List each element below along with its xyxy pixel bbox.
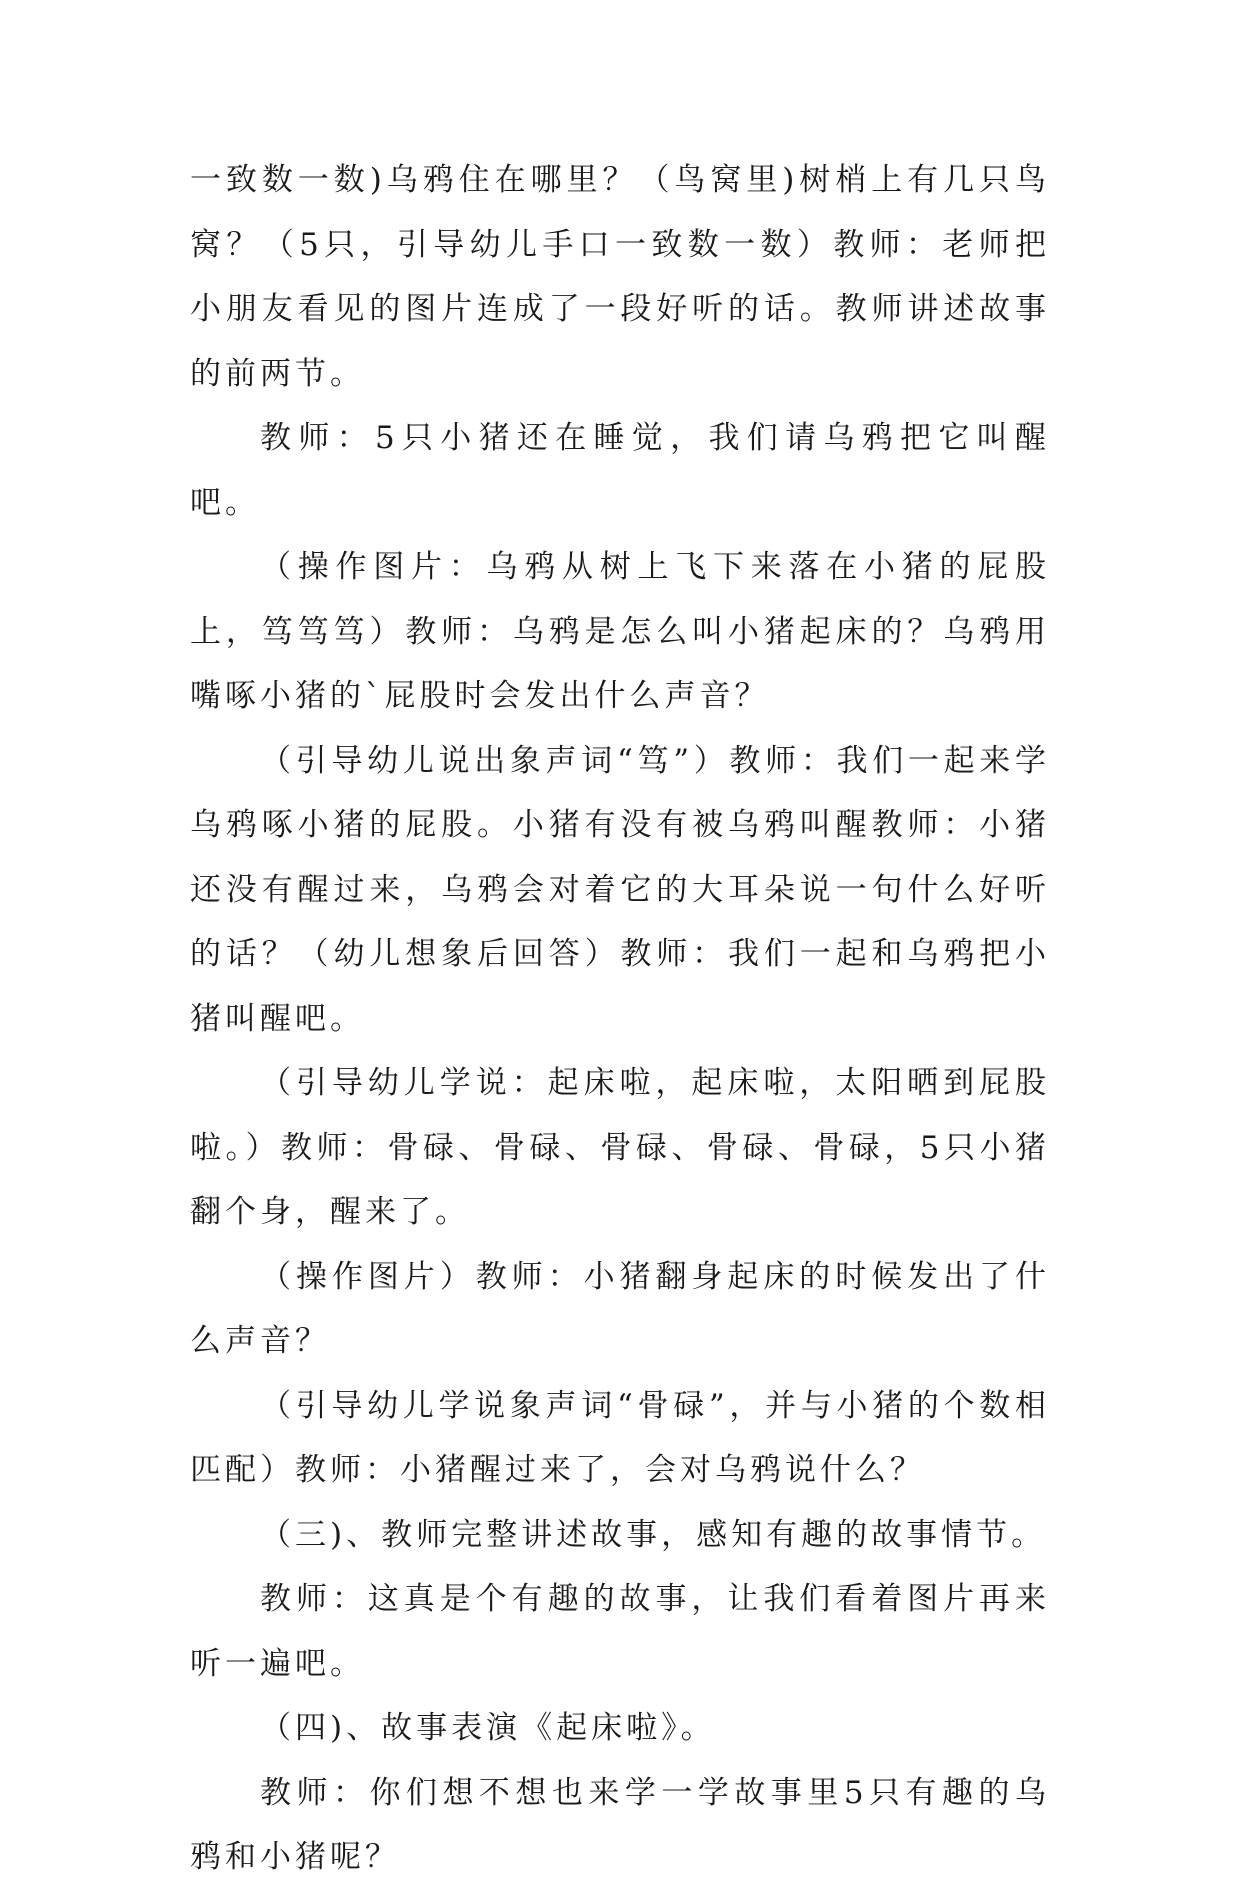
paragraph-4: （引导幼儿说出象声词“笃”）教师：我们一起来学乌鸦啄小猪的屁股。小猪有没有被乌鸦叫醒教师：小猪还没有醒过来，乌鸦会对着它的大耳朵说一句什么好听的话？（幼儿想象后回答）教师：我们一起和乌鸦把小猪叫醒吧。 [190, 742, 1050, 1037]
paragraph-1: 一致数一数)乌鸦住在哪里？（鸟窝里)树梢上有几只鸟窝？（5只，引导幼儿手口一致数一数）教师：老师把小朋友看见的图片连成了一段好听的话。教师讲述故事的前两节。 [190, 162, 1050, 392]
paragraph-5: （引导幼儿学说：起床啦，起床啦，太阳晒到屁股啦。）教师：骨碌、骨碌、骨碌、骨碌、骨碌，5只小猪翻个身，醒来了。 [190, 1065, 1050, 1230]
paragraph-2: 教师：5只小猪还在睡觉，我们请乌鸦把它叫醒吧。 [190, 420, 1050, 521]
paragraph-6: （操作图片）教师：小猪翻身起床的时候发出了什么声音？ [190, 1258, 1050, 1359]
paragraph-7: （引导幼儿学说象声词“骨碌”，并与小猪的个数相匹配）教师：小猪醒过来了，会对乌鸦说什么？ [190, 1387, 1050, 1488]
paragraph-8: （三)、教师完整讲述故事，感知有趣的故事情节。 [260, 1516, 1047, 1553]
paragraph-3: （操作图片：乌鸦从树上飞下来落在小猪的屁股上，笃笃笃）教师：乌鸦是怎么叫小猪起床的？乌鸦用嘴啄小猪的`屁股时会发出什么声音？ [190, 549, 1050, 714]
paragraph-11: 教师：你们想不想也来学一学故事里5只有趣的乌鸦和小猪呢？ [190, 1774, 1050, 1875]
paragraph-10: （四)、故事表演《起床啦》。 [260, 1710, 716, 1746]
paragraph-9: 教师：这真是个有趣的故事，让我们看着图片再来听一遍吧。 [190, 1581, 1050, 1682]
document-page [190, 148, 1050, 1890]
